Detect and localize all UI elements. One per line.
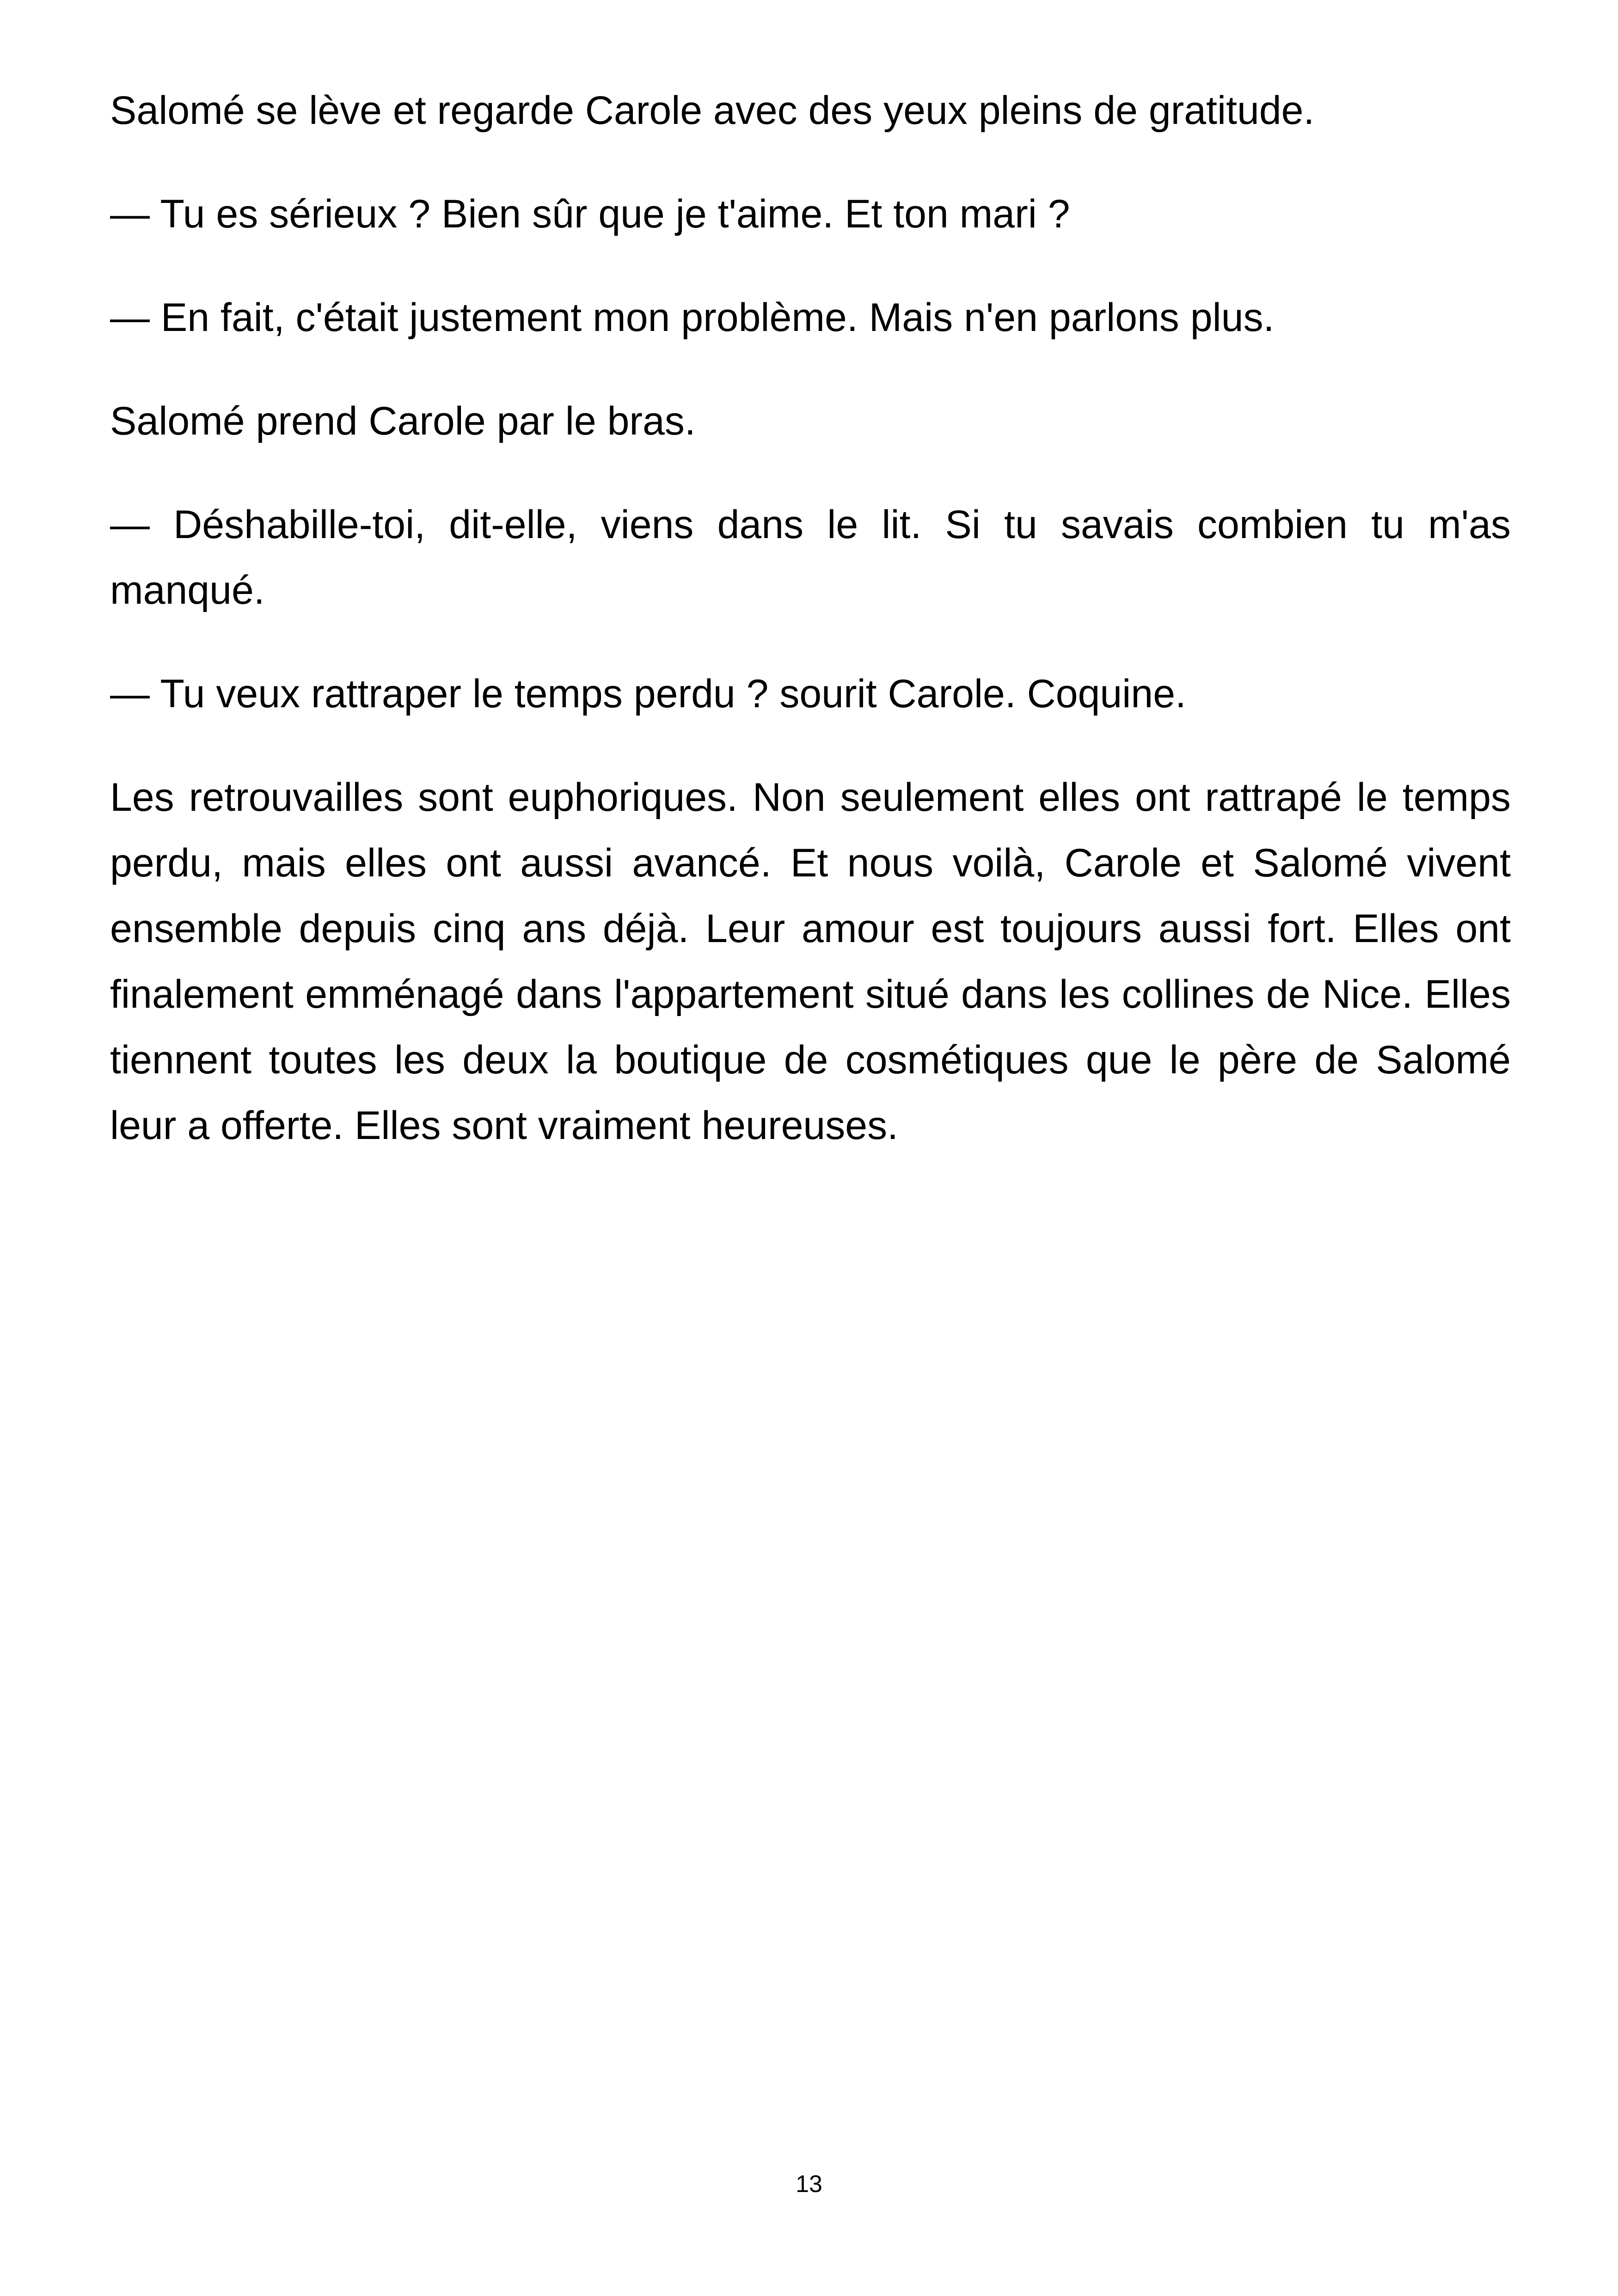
paragraph-5: — Déshabille-toi, dit-elle, viens dans le lit. Si tu savais combien tu m'as manqué. [110,502,1511,612]
paragraph-6: — Tu veux rattraper le temps perdu ? sourit Carole. Coquine. [110,672,1186,716]
page-number: 13 [796,2171,822,2198]
paragraph-3: — En fait, c'était justement mon problème. Mais n'en parlons plus. [110,295,1275,340]
paragraph-7: Les retrouvailles sont euphoriques. Non seulement elles ont rattrapé le temps perdu, mais elles ont aussi avancé. Et nous voilà, Carole et Salomé vivent ensemble depuis cinq ans déjà. Leur amour est toujours aussi fort. Elles ont finalement emménagé dans l'appartement situé dans les collines de Nice. Elles tiennent toutes les deux la boutique de cosmétiques que le père de Salomé leur a offerte. Elles sont vraiment heureuses. [110,775,1511,1148]
paragraph-4: Salomé prend Carole par le bras. [110,399,696,443]
paragraph-2: — Tu es sérieux ? Bien sûr que je t'aime. Et ton mari ? [110,192,1070,236]
paragraph-1: Salomé se lève et regarde Carole avec des yeux pleins de gratitude. [110,88,1315,133]
body-text [110,78,1511,1196]
